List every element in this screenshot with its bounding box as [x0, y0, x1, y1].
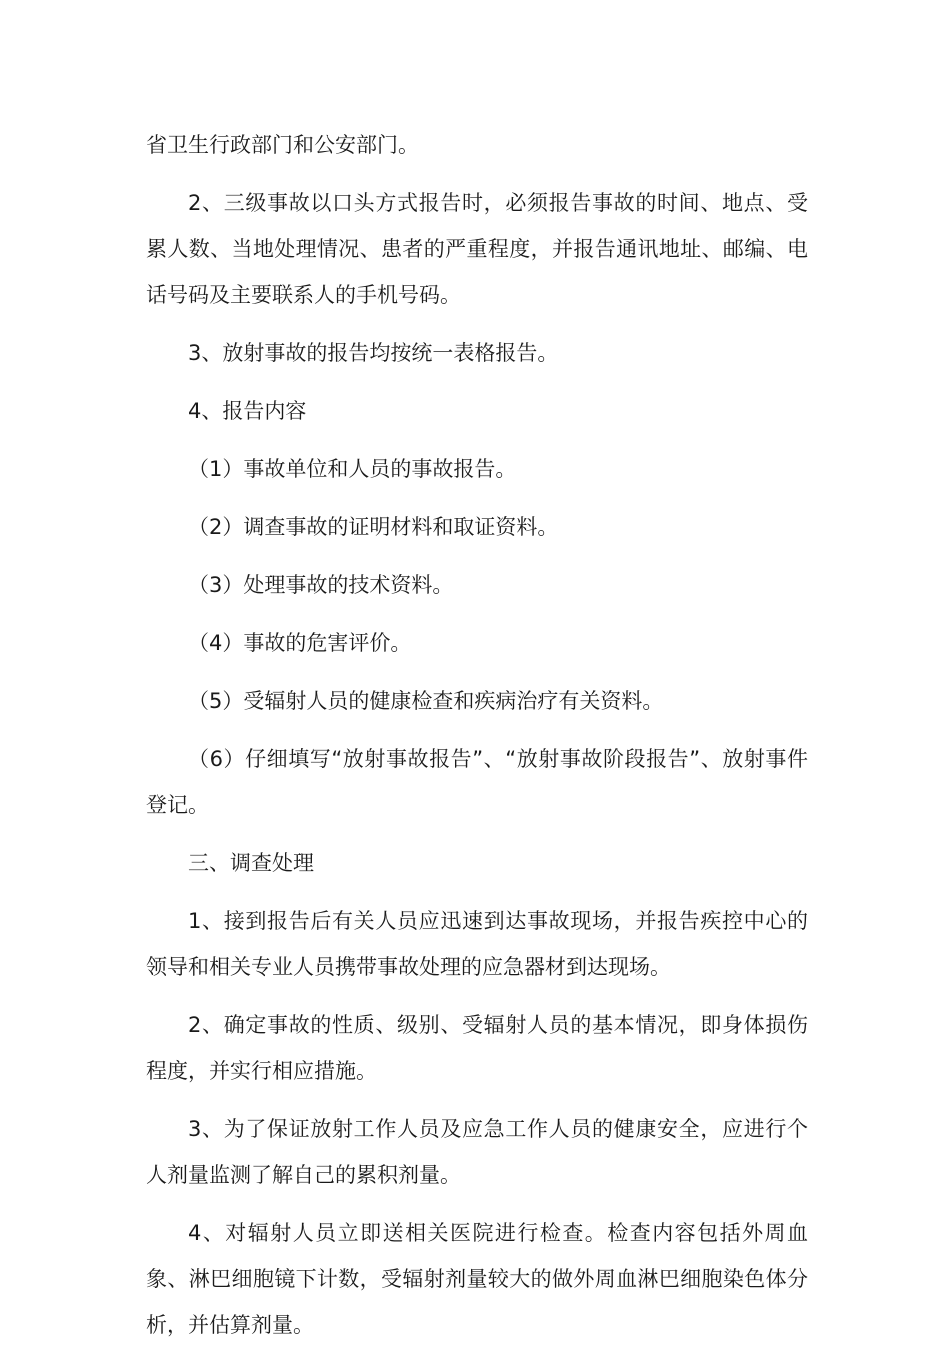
paragraph-subitem-1: （1）事故单位和人员的事故报告。 — [188, 457, 517, 481]
paragraph-step-1: 1、接到报告后有关人员应迅速到达事故现场，并报告疾控中心的领导和相关专业人员携带事故处理的应急器材到达现场。 — [146, 909, 808, 979]
paragraph-item-3: 3、放射事故的报告均按统一表格报告。 — [188, 341, 559, 365]
paragraph-item-2: 2、三级事故以口头方式报告时，必须报告事故的时间、地点、受累人数、当地处理情况、患者的严重程度，并报告通讯地址、邮编、电话号码及主要联系人的手机号码。 — [146, 191, 808, 307]
paragraph-item-4: 4、报告内容 — [188, 399, 307, 423]
paragraph-step-2: 2、确定事故的性质、级别、受辐射人员的基本情况，即身体损伤程度，并实行相应措施。 — [146, 1013, 808, 1083]
paragraph-subitem-6: （6）仔细填写“放射事故报告”、“放射事故阶段报告”、放射事件登记。 — [146, 747, 808, 817]
paragraph-subitem-5: （5）受辐射人员的健康检查和疾病治疗有关资料。 — [188, 689, 664, 713]
paragraph-subitem-4: （4）事故的危害评价。 — [188, 631, 412, 655]
paragraph-step-3: 3、为了保证放射工作人员及应急工作人员的健康安全，应进行个人剂量监测了解自己的累积剂量。 — [146, 1117, 808, 1187]
document-body — [146, 116, 808, 1354]
paragraph-step-4: 4、对辐射人员立即送相关医院进行检查。检查内容包括外周血象、淋巴细胞镜下计数，受辐射剂量较大的做外周血淋巴细胞染色体分析，并估算剂量。 — [146, 1221, 808, 1337]
section-heading: 三、调查处理 — [188, 851, 314, 875]
paragraph-continuation: 省卫生行政部门和公安部门。 — [146, 133, 419, 157]
paragraph-subitem-3: （3）处理事故的技术资料。 — [188, 573, 454, 597]
paragraph-subitem-2: （2）调查事故的证明材料和取证资料。 — [188, 515, 559, 539]
